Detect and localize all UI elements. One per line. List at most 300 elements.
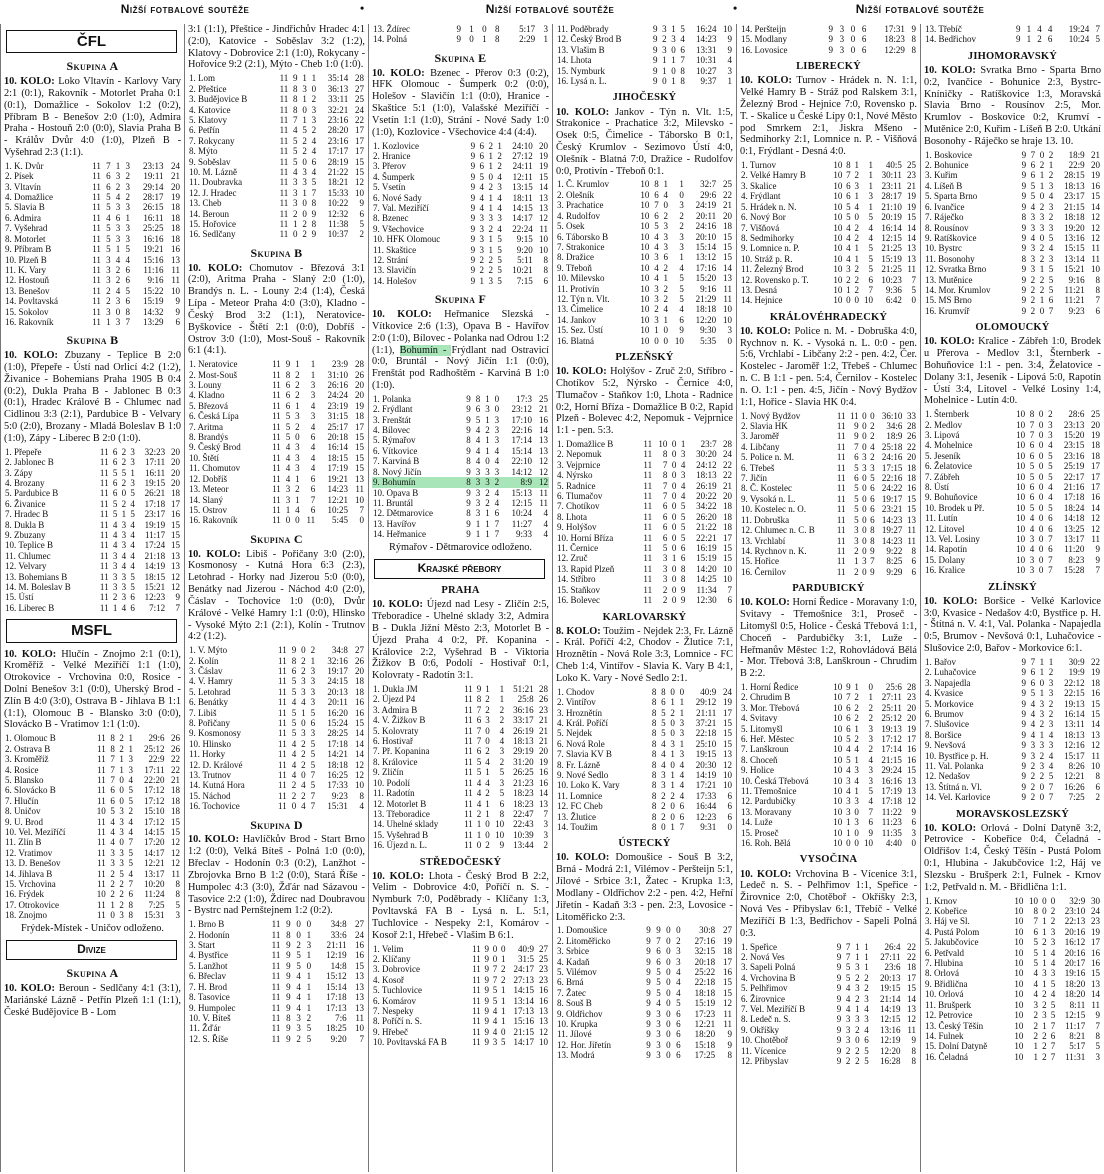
stat-cell: 0 bbox=[666, 1039, 671, 1050]
team-name: 3. Start bbox=[189, 940, 215, 951]
stat-cell: 6 bbox=[661, 697, 666, 708]
stat-cell: 14:15 bbox=[512, 203, 533, 214]
stat-cell: 9 bbox=[828, 34, 834, 45]
team-name: 9. Břidlična bbox=[925, 978, 968, 989]
table-row bbox=[740, 45, 917, 55]
table-row bbox=[556, 460, 733, 470]
team-name: 9. Třeboň bbox=[557, 262, 592, 273]
stat-cell: 36:13 bbox=[327, 83, 349, 94]
stat-cell: 7 bbox=[1048, 554, 1053, 565]
team-name: 5. Osek bbox=[557, 221, 585, 232]
stat-cell: 5 bbox=[1033, 947, 1038, 958]
table-row bbox=[556, 595, 733, 605]
stat-cell: 11:23 bbox=[881, 817, 902, 828]
table-row bbox=[372, 1037, 549, 1047]
stat-cell: 20 bbox=[723, 210, 732, 221]
stat-cell: 11 bbox=[723, 293, 732, 304]
results-text: Heřmanice Slezská - Vítkovice 2:6 (1:3), Opava B - Havířov 2:0 (1:0), Bílovec - Polanka nad Odrou 1:2 (1:1), bbox=[372, 309, 549, 356]
stat-cell: 29:12 bbox=[695, 697, 717, 708]
team-name: 10. Hlinsko bbox=[189, 738, 232, 749]
stat-cell: 9 bbox=[836, 1045, 842, 1056]
stat-cell: 9 bbox=[484, 964, 489, 975]
stat-cell: 2 bbox=[654, 304, 659, 315]
table-row bbox=[740, 34, 917, 44]
stat-cell: 8 bbox=[466, 456, 471, 467]
table-row bbox=[372, 24, 549, 34]
round-results bbox=[188, 263, 365, 358]
stat-cell: 3 bbox=[1030, 750, 1036, 761]
stat-cell: 18:23 bbox=[884, 34, 905, 45]
stat-cell: 11 bbox=[539, 497, 548, 508]
stat-cell: 5 bbox=[293, 156, 298, 167]
stat-cell: 10:39 bbox=[513, 829, 534, 840]
stat-cell: 14 bbox=[907, 232, 916, 243]
team-name: 4. Líšeň B bbox=[925, 180, 963, 191]
stat-cell: 1 bbox=[1042, 916, 1047, 927]
stat-cell: 12 bbox=[1091, 222, 1100, 233]
stat-cell: 11 bbox=[836, 504, 846, 515]
stat-cell: 12:20 bbox=[879, 1045, 901, 1056]
stat-cell: 4 bbox=[499, 725, 505, 736]
stat-cell: 2 bbox=[855, 972, 860, 983]
stat-cell: 4 bbox=[846, 253, 851, 264]
stat-cell: 6 bbox=[676, 1008, 681, 1019]
stat-cell: 1 bbox=[671, 76, 676, 87]
stat-cell: 2 bbox=[676, 935, 681, 946]
stat-cell: 5 bbox=[1048, 502, 1053, 513]
region-heading: MORAVSKOSLEZSKÝ bbox=[955, 808, 1070, 820]
stat-cell: 7 bbox=[311, 187, 317, 198]
results-text: Vrchovina B - Vícenice 3:1, Ledeč n. S. - Pelhřimov 1:1, Speřice - Žirovnice 2:0, Chotěboř - Okříšky 2:3, Nová Ves - Přibyslav 6:1, Třebíč - Velké Meziříčí B 1:3, Bedřichov - Sapeli Polná 0:3. bbox=[740, 868, 917, 939]
table-row bbox=[740, 817, 917, 827]
stat-cell: 0 bbox=[301, 718, 306, 728]
stat-cell: 16 bbox=[1091, 688, 1100, 699]
team-name: 4. Bílovec bbox=[373, 425, 410, 436]
stat-cell: 3 bbox=[1033, 999, 1038, 1010]
stat-cell: 4 bbox=[661, 749, 666, 760]
stat-cell: 17:33 bbox=[327, 780, 348, 791]
competition-heading: Divize bbox=[6, 940, 177, 960]
stat-cell: 2 bbox=[662, 595, 668, 606]
stat-cell: 5 bbox=[128, 858, 133, 869]
table-row bbox=[924, 906, 1101, 916]
table-row bbox=[556, 336, 733, 346]
stat-cell: 24 bbox=[1091, 906, 1100, 917]
stat-cell: 15:14 bbox=[511, 445, 532, 456]
stat-cell: 15 bbox=[907, 493, 916, 504]
stat-cell: 19 bbox=[1091, 926, 1100, 937]
stat-cell: 3 bbox=[295, 411, 300, 422]
stat-cell: 0 bbox=[727, 335, 732, 346]
stat-cell: 11 bbox=[278, 749, 287, 760]
table-row bbox=[372, 141, 549, 151]
stat-cell: 11 bbox=[907, 1024, 916, 1035]
team-name: 16. Tochovice bbox=[189, 801, 240, 812]
stat-cell: 5 bbox=[112, 498, 118, 509]
table-row bbox=[372, 788, 549, 798]
stat-cell: 34:22 bbox=[696, 501, 717, 512]
stat-cell: 11 bbox=[279, 187, 289, 198]
stat-cell: 3 bbox=[295, 463, 300, 474]
stat-cell: 3 bbox=[1039, 222, 1045, 233]
stat-cell: 12 bbox=[355, 759, 364, 770]
stat-cell: 0 bbox=[1038, 544, 1044, 555]
stat-cell: 29:6 bbox=[700, 189, 717, 200]
table-row bbox=[556, 739, 733, 749]
stat-cell: 5 bbox=[662, 543, 668, 554]
stat-cell: 9 bbox=[285, 359, 291, 370]
stat-cell: 9 bbox=[836, 962, 842, 973]
stat-cell: 11 bbox=[1091, 534, 1100, 545]
team-name: 3. Admira B bbox=[373, 704, 418, 715]
stat-cell: 5 bbox=[130, 488, 135, 499]
team-name: 8. Č. Kostelec bbox=[741, 483, 792, 494]
team-name: 3. Prachatice bbox=[557, 200, 604, 211]
stat-cell: 11 bbox=[271, 1002, 281, 1013]
stat-cell: 4 bbox=[475, 456, 481, 467]
table-row bbox=[4, 202, 181, 212]
table-row bbox=[4, 785, 181, 795]
table-row bbox=[4, 457, 181, 467]
stat-cell: 14 bbox=[355, 738, 364, 749]
stat-cell: 1 bbox=[112, 602, 118, 613]
stat-cell: 40:9 bbox=[517, 943, 534, 954]
stat-cell: 25:8 bbox=[517, 694, 534, 705]
stat-cell: 10 bbox=[1016, 461, 1026, 472]
stat-cell: 13 bbox=[171, 561, 180, 572]
stat-cell: 5 bbox=[680, 511, 686, 522]
stat-cell: 11 bbox=[92, 233, 101, 244]
stat-cell: 10 bbox=[1014, 1030, 1024, 1041]
stat-cell: 2 bbox=[1039, 201, 1045, 212]
stat-cell: 11 bbox=[92, 160, 101, 171]
stat-cell: 8 bbox=[662, 449, 668, 460]
stat-cell: 5 bbox=[1048, 232, 1054, 243]
stat-cell: 6 bbox=[475, 404, 481, 415]
stat-cell: 25:22 bbox=[694, 967, 716, 978]
table-row bbox=[4, 317, 181, 327]
stat-cell: 3 bbox=[130, 457, 135, 468]
stat-cell: 6 bbox=[285, 400, 291, 411]
results-text: Toužim - Nejdek 2:3, Fr. Lázně - Král. Poříčí 4:2, Chodov - Žlutice 7:1, Hroznětín - Nová Role 3:3, Lomnice - FC Cheb 1:4, Vintířov - Slavia K. Vary B 4:1, Loko K. Vary - Nové Sedlo 2:1. bbox=[556, 625, 734, 684]
stat-cell: 22:17 bbox=[1063, 471, 1085, 482]
stat-cell: 8 bbox=[911, 545, 916, 556]
stat-cell: 0 bbox=[862, 483, 867, 494]
stat-cell: 17:19 bbox=[327, 463, 348, 474]
team-name: 8. Ledeč n. S. bbox=[741, 1014, 791, 1025]
stat-cell: 9 bbox=[836, 1035, 842, 1046]
stat-cell: 8 bbox=[311, 219, 317, 229]
stat-cell: 8 bbox=[727, 1050, 732, 1061]
team-name: 10. Vel. Meziříčí bbox=[5, 826, 66, 837]
stat-cell: 0 bbox=[293, 229, 298, 240]
table-row bbox=[4, 275, 181, 285]
stat-cell: 4 bbox=[846, 232, 851, 243]
table-row bbox=[4, 234, 181, 244]
team-name: 7. Lanškroun bbox=[741, 744, 789, 755]
table-row bbox=[556, 284, 733, 294]
stat-cell: 16 bbox=[355, 707, 364, 718]
stat-cell: 10 bbox=[833, 744, 843, 755]
stat-cell: 1 bbox=[671, 24, 676, 34]
stat-cell: 12 bbox=[723, 759, 732, 770]
team-name: 11. Chomutov bbox=[189, 463, 241, 474]
stat-cell: 28 bbox=[355, 359, 364, 370]
stat-cell: 22 bbox=[723, 459, 732, 470]
stat-cell: 3 bbox=[662, 44, 667, 55]
stat-cell: 0 bbox=[671, 65, 676, 76]
round-results bbox=[556, 626, 733, 685]
stat-cell: 17:18 bbox=[327, 738, 348, 749]
stat-cell: 9 bbox=[1095, 1010, 1100, 1021]
team-name: 10. Brodek u Př. bbox=[925, 502, 985, 513]
stat-cell: 3 bbox=[497, 182, 502, 193]
stat-cell: 4 bbox=[476, 798, 482, 809]
stat-cell: 16:11 bbox=[143, 212, 164, 223]
stat-cell: 5 bbox=[1048, 264, 1054, 275]
stat-cell: 4 bbox=[846, 786, 851, 797]
stat-cell: 11 bbox=[643, 449, 653, 460]
stat-cell: 5 bbox=[1095, 1041, 1100, 1052]
stat-cell: 9:22 bbox=[886, 545, 903, 556]
stat-cell: 2 bbox=[846, 274, 851, 285]
stat-cell: 11 bbox=[279, 135, 289, 146]
stat-cell: 0 bbox=[1050, 895, 1056, 906]
stat-cell: 9:23 bbox=[331, 790, 348, 801]
table-row bbox=[740, 952, 917, 962]
stat-cell: 0 bbox=[854, 806, 859, 817]
stat-cell: 21:11 bbox=[696, 707, 717, 718]
stat-cell: 9 bbox=[286, 960, 291, 971]
stat-cell: 1 bbox=[663, 314, 669, 325]
stat-cell: 10 bbox=[1014, 978, 1024, 989]
table-row bbox=[740, 942, 917, 952]
stat-cell: 2 bbox=[864, 983, 869, 994]
stat-cell: 12:23 bbox=[695, 811, 717, 822]
stat-cell: 3 bbox=[676, 956, 681, 967]
stat-cell: 11 bbox=[464, 746, 473, 757]
stat-cell: 5 bbox=[130, 509, 135, 520]
standings-table bbox=[372, 141, 549, 287]
stat-cell: 0 bbox=[494, 404, 500, 415]
stat-cell: 6 bbox=[310, 473, 316, 484]
stat-cell: 18 bbox=[723, 501, 732, 512]
stat-cell: 7 bbox=[1030, 149, 1036, 160]
stat-cell: 4 bbox=[654, 273, 659, 284]
stat-cell: 17 bbox=[355, 125, 364, 136]
stat-cell: 4 bbox=[663, 304, 669, 315]
table-row bbox=[188, 115, 365, 125]
stat-cell: 10 bbox=[723, 304, 732, 315]
team-name: 2. Slavia HK bbox=[741, 421, 788, 432]
team-name: 2. Ostrava B bbox=[5, 743, 51, 754]
stat-cell: 8:26 bbox=[1068, 760, 1085, 771]
team-name: 1. Brno B bbox=[189, 919, 225, 930]
stat-cell: 7 bbox=[854, 441, 859, 452]
stat-cell: 16:14 bbox=[327, 442, 348, 453]
stat-cell: 3 bbox=[1039, 760, 1045, 771]
stat-cell: 4 bbox=[494, 456, 500, 467]
stat-cell: 16:19 bbox=[696, 543, 717, 554]
team-name: 9. Lomnice n. P. bbox=[741, 243, 800, 254]
stat-cell: 14:20 bbox=[696, 563, 717, 574]
stat-cell: 2 bbox=[119, 733, 124, 744]
stat-cell: 3 bbox=[868, 765, 874, 776]
team-name: 2. Klíčany bbox=[373, 953, 411, 964]
stat-cell: 11 bbox=[171, 275, 180, 286]
stat-cell: 19:11 bbox=[143, 171, 164, 182]
stat-cell: 8 bbox=[651, 717, 657, 728]
team-name: 12. FC Cheb bbox=[557, 801, 603, 812]
team-name: 5. Tuchlovice bbox=[373, 985, 423, 996]
stat-cell: 23:19 bbox=[327, 400, 348, 411]
stat-cell: 7 bbox=[845, 941, 851, 952]
stat-cell: 1 bbox=[1042, 947, 1047, 958]
stat-cell: 0 bbox=[485, 829, 490, 840]
stat-cell: 4 bbox=[110, 837, 115, 848]
stat-cell: 2 bbox=[1030, 781, 1036, 792]
stat-cell: 28:15 bbox=[1064, 170, 1085, 181]
stat-cell: 5 bbox=[121, 467, 127, 478]
stat-cell: 9:37 bbox=[700, 76, 717, 87]
stat-cell: 1 bbox=[500, 953, 506, 964]
stat-cell: 35:14 bbox=[327, 73, 349, 84]
stat-cell: 8 bbox=[1095, 284, 1100, 295]
stat-cell: 2 bbox=[293, 208, 298, 219]
stat-cell: 33:17 bbox=[513, 715, 534, 726]
stat-cell: 6 bbox=[1029, 492, 1035, 503]
stat-cell: 5 bbox=[285, 411, 291, 422]
stat-cell: 3 bbox=[306, 940, 312, 951]
stat-cell: 4 bbox=[845, 983, 851, 994]
round-results bbox=[924, 65, 1101, 148]
table-row bbox=[740, 233, 917, 243]
team-name: 12. Velvary bbox=[5, 561, 47, 572]
stat-cell: 13:16 bbox=[1064, 232, 1085, 243]
stat-cell: 9 bbox=[466, 404, 471, 415]
column bbox=[0, 24, 184, 1172]
stat-cell: 5 bbox=[1048, 461, 1053, 472]
stat-cell: 1 bbox=[119, 754, 124, 765]
stat-cell: 11 bbox=[92, 254, 101, 265]
stat-cell: 1 bbox=[662, 55, 667, 66]
team-name: 2. Nepomuk bbox=[557, 449, 602, 460]
stat-cell: 2 bbox=[661, 811, 666, 822]
stat-cell: 7 bbox=[1050, 1051, 1056, 1062]
stat-cell: 4 bbox=[854, 744, 859, 755]
stat-cell: 9 bbox=[836, 951, 842, 962]
table-row bbox=[556, 179, 733, 189]
stat-cell: 6 bbox=[130, 592, 135, 603]
stat-cell: 12 bbox=[171, 582, 180, 593]
stat-cell: 11 bbox=[279, 219, 289, 229]
stat-cell: 3 bbox=[727, 325, 732, 336]
stat-cell: 8 bbox=[476, 694, 482, 705]
stat-cell: 4 bbox=[654, 262, 659, 273]
stat-cell: 4 bbox=[492, 1026, 498, 1037]
stat-cell: 15:15 bbox=[1064, 243, 1085, 254]
stat-cell: 16 bbox=[539, 985, 548, 996]
stat-cell: 13:11 bbox=[1064, 719, 1085, 730]
stat-cell: 16 bbox=[1091, 492, 1100, 503]
stat-cell: 21 bbox=[723, 480, 732, 491]
stat-cell: 9 bbox=[911, 24, 916, 34]
stat-cell: 5 bbox=[310, 780, 316, 791]
team-name: 11. Poděbrady bbox=[557, 24, 609, 34]
stat-cell: 1 bbox=[128, 743, 133, 754]
stat-cell: 13 bbox=[171, 550, 180, 561]
stat-cell: 40:9 bbox=[700, 686, 717, 697]
stat-cell: 11 bbox=[272, 515, 281, 526]
stat-cell: 9 bbox=[646, 998, 651, 1009]
team-name: 14. Holešov bbox=[373, 275, 417, 286]
table-row bbox=[556, 946, 733, 956]
table-row bbox=[740, 713, 917, 723]
stat-cell: 4 bbox=[296, 981, 301, 992]
stat-cell: 1 bbox=[485, 767, 490, 778]
team-name: 1. Polanka bbox=[373, 393, 411, 404]
stat-cell: 10 bbox=[1016, 513, 1026, 524]
stat-cell: 9 bbox=[836, 1014, 842, 1025]
stat-cell: 10 bbox=[833, 253, 843, 264]
stat-cell: 12 bbox=[539, 213, 548, 224]
stat-cell: 9 bbox=[499, 840, 505, 851]
round-results bbox=[740, 326, 917, 409]
stat-cell: 4 bbox=[310, 452, 316, 463]
stat-cell: 3 bbox=[475, 487, 481, 498]
table-row bbox=[188, 380, 365, 390]
stat-cell: 11:22 bbox=[881, 806, 902, 817]
stat-cell: 0 bbox=[911, 838, 916, 849]
stat-cell: 1 bbox=[485, 684, 490, 695]
round-results bbox=[556, 366, 733, 437]
stat-cell: 8 bbox=[651, 821, 657, 832]
stat-cell: 4 bbox=[1048, 729, 1054, 740]
table-row bbox=[924, 295, 1101, 305]
stat-cell: 3 bbox=[296, 1012, 301, 1023]
stat-cell: 3 bbox=[663, 241, 669, 252]
stat-cell: 11 bbox=[836, 514, 846, 525]
stat-cell: 7 bbox=[662, 480, 668, 491]
team-name: 13. Ždírec bbox=[373, 24, 410, 34]
stat-cell: 10 bbox=[833, 170, 843, 181]
stat-cell: 18 bbox=[355, 686, 364, 697]
stat-cell: 21 bbox=[539, 404, 548, 415]
stat-cell: 3 bbox=[310, 390, 316, 401]
stat-cell: 4 bbox=[110, 816, 115, 827]
stat-cell: 10 bbox=[1014, 1010, 1024, 1021]
stat-cell: 20 bbox=[723, 491, 732, 502]
stat-cell: 18:18 bbox=[327, 759, 348, 770]
stat-cell: 16:12 bbox=[1064, 937, 1086, 948]
stat-cell: 0 bbox=[662, 76, 667, 87]
stat-cell: 11 bbox=[99, 550, 109, 561]
table-row bbox=[188, 105, 365, 115]
stat-cell: 4 bbox=[475, 425, 481, 436]
stat-cell: 3 bbox=[106, 275, 111, 286]
stat-cell: 1 bbox=[311, 73, 317, 84]
page-header bbox=[0, 0, 1104, 22]
team-name: 7. Slušovice bbox=[925, 719, 969, 730]
results-text: Loko Vltavín - Karlovy Vary 2:1 (0:1), Rakovník - Motorlet Praha 0:1 (0:1), Domažlice - Sokolov 1:2 (0:2), Příbram B - Benešov 2:0 (1:0), Admira Praha - Hostouň 2:0 (0:0), Slavia Praha B - Králův Dvůr 4:0 (1:0), Plzeň B - Vyšehrad 2:3 (1:1). bbox=[4, 76, 181, 159]
round-results bbox=[924, 596, 1101, 655]
team-name: 14. Beroun bbox=[189, 208, 229, 219]
table-row bbox=[4, 530, 181, 540]
table-row bbox=[924, 160, 1101, 170]
stat-cell: 0 bbox=[110, 910, 115, 921]
stat-cell: 0 bbox=[485, 725, 490, 736]
stat-cell: 5 bbox=[1048, 771, 1054, 782]
